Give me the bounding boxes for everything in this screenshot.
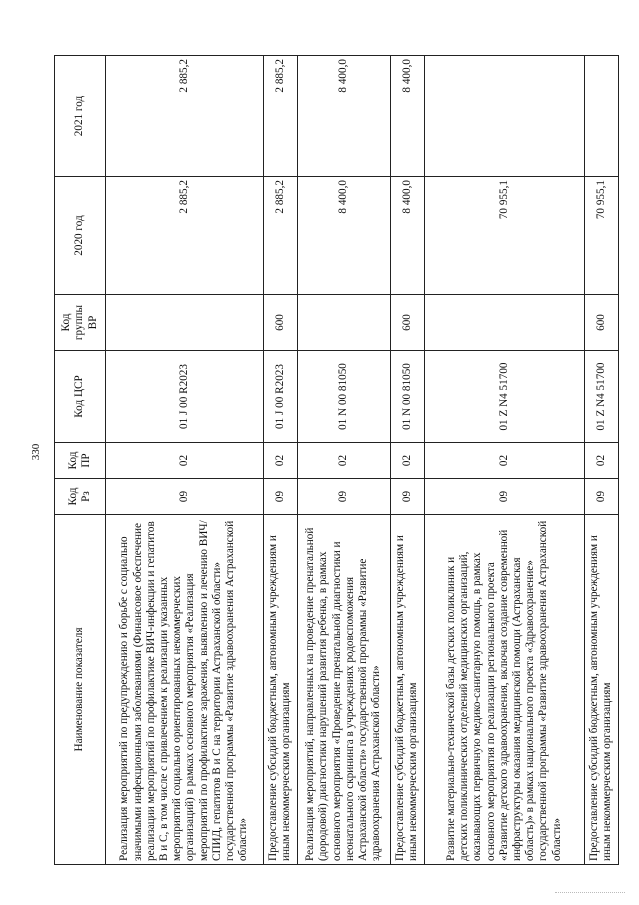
row-csr: 01 J 00 R2023 [106, 351, 264, 443]
table-header-row [55, 56, 106, 865]
scan-artifact [555, 892, 625, 895]
header-rz: Код Рз [55, 479, 106, 515]
row-rz: 09 [263, 479, 297, 515]
row-pr: 02 [584, 443, 618, 479]
row-pr: 02 [263, 443, 297, 479]
row-2020: 2 885,2 [106, 177, 264, 295]
row-rz: 09 [424, 479, 584, 515]
row-2021: 8 400,0 [390, 56, 424, 177]
row-rz: 09 [390, 479, 424, 515]
row-2020: 8 400,0 [390, 177, 424, 295]
row-csr: 01 J 00 R2023 [263, 351, 297, 443]
header-2021: 2021 год [55, 56, 106, 177]
table-row [263, 56, 297, 865]
table-row [584, 56, 618, 865]
header-csr: Код ЦСР [55, 351, 106, 443]
row-rz: 09 [584, 479, 618, 515]
row-2021 [424, 56, 584, 177]
row-2020: 70 955,1 [584, 177, 618, 295]
table-row [297, 56, 390, 865]
row-name: Развитие материально-технической базы детских поликлиник и детских поликлинических отделений медицинских организаций, оказывающих первичную медико-санитарную помощь, в рамках основного мероприятия по реализации регионального проекта «Развитие детского здравоохранения, включая создание современной инфраструктуры оказания медицинской помощи (Астраханская область)» в рамках национального проекта «Здравоохранение» государственной программы «Развитие здравоохранения Астраханской области» [424, 515, 584, 865]
table-row [424, 56, 584, 865]
table-row [106, 56, 264, 865]
page-number: 330 [30, 443, 42, 461]
row-rz: 09 [297, 479, 390, 515]
table-row [390, 56, 424, 865]
budget-table [54, 55, 619, 865]
row-pr: 02 [424, 443, 584, 479]
row-vr: 600 [263, 295, 297, 351]
row-csr: 01 Z N4 51700 [584, 351, 618, 443]
row-csr: 01 N 00 81050 [297, 351, 390, 443]
row-pr: 02 [390, 443, 424, 479]
row-name: Предоставление субсидий бюджетным, автономным учреждениям и иным некоммерческим организациям [584, 515, 618, 865]
row-2021: 2 885,2 [263, 56, 297, 177]
row-pr: 02 [106, 443, 264, 479]
rotated-table-container [54, 56, 619, 865]
row-rz: 09 [106, 479, 264, 515]
row-vr [297, 295, 390, 351]
row-name: Реализация мероприятий по предупреждению и борьбе с социально значимыми инфекционными заболеваниями (Финансовое обеспечение реализации мероприятий по профилактике ВИЧ-инфекции и гепатитов В и С, в том числе с привлечением к реализации указанных мероприятий социально ориентированных некоммерческих организаций) в рамках основного мероприятия «Реализация мероприятий по профилактике заражения, выявлению и лечению ВИЧ/СПИД, гепатитов В и С на территории Астраханской области» государственной программы «Развитие здравоохранения Астраханской области» [106, 515, 264, 865]
row-name: Предоставление субсидий бюджетным, автономным учреждениям и иным некоммерческим организациям [390, 515, 424, 865]
row-csr: 01 Z N4 51700 [424, 351, 584, 443]
row-pr: 02 [297, 443, 390, 479]
row-name: Предоставление субсидий бюджетным, автономным учреждениям и иным некоммерческим организациям [263, 515, 297, 865]
row-2021: 2 885,2 [106, 56, 264, 177]
row-2021: 8 400,0 [297, 56, 390, 177]
header-vr: Код группы ВР [55, 295, 106, 351]
row-2021 [584, 56, 618, 177]
row-csr: 01 N 00 81050 [390, 351, 424, 443]
row-2020: 70 955,1 [424, 177, 584, 295]
header-pr: Код ПР [55, 443, 106, 479]
row-2020: 8 400,0 [297, 177, 390, 295]
header-2020: 2020 год [55, 177, 106, 295]
row-vr [424, 295, 584, 351]
row-name: Реализация мероприятий, направленных на проведение пренатальной (дородовой) диагностики нарушений развития ребенка, в рамках основного мероприятия «Проведение пренатальной диагностики и неонатального скрининга в учреждениях родовспоможения Астраханской области» государственной программы «Развитие здравоохранения Астраханской области» [297, 515, 390, 865]
row-vr: 600 [584, 295, 618, 351]
row-vr [106, 295, 264, 351]
row-2020: 2 885,2 [263, 177, 297, 295]
row-vr: 600 [390, 295, 424, 351]
header-name: Наименование показателя [55, 515, 106, 865]
